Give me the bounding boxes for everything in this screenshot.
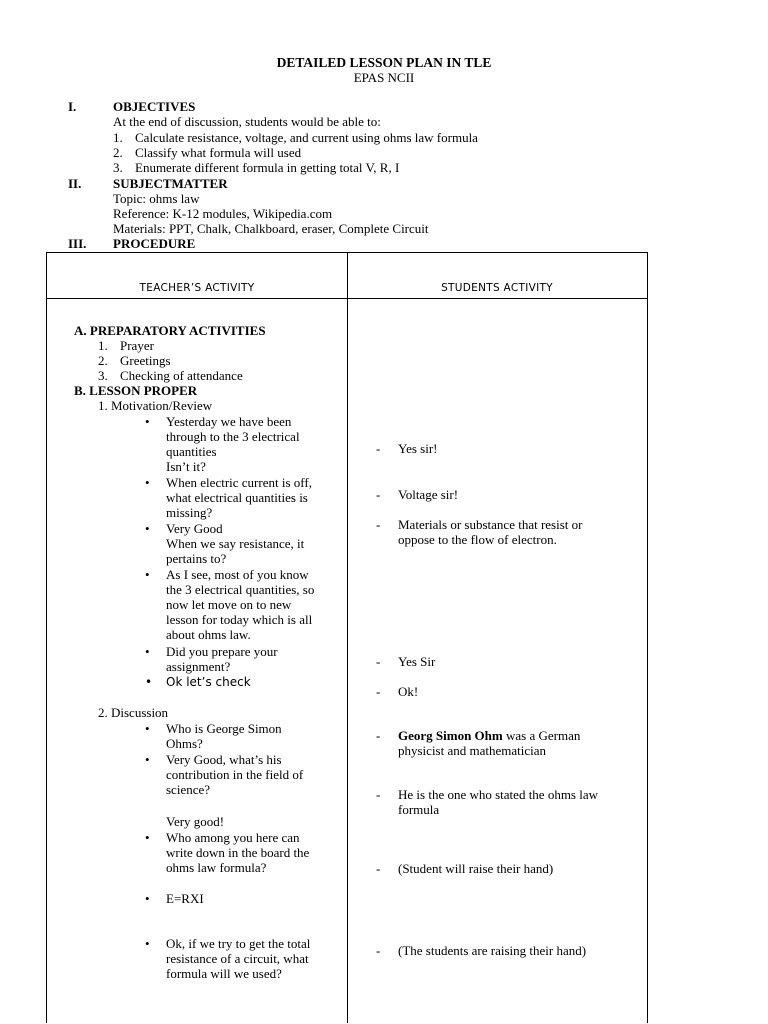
- bullet-item: • Very Good, what’s his: [166, 752, 282, 767]
- section-number: III.: [68, 236, 87, 251]
- text-line: about ohms law.: [166, 627, 251, 642]
- student-response: (The students are raising their hand): [398, 943, 587, 958]
- bullet-item: • Ok, if we try to get the total: [166, 936, 310, 951]
- prep-item: [98, 353, 171, 368]
- text-line: missing?: [166, 505, 213, 520]
- prep-item: [98, 368, 243, 383]
- dash-marker: -: [376, 487, 381, 502]
- bullet-item: • E=RXI: [166, 891, 204, 906]
- bullet-item: • When electric current is off,: [166, 475, 312, 490]
- ohm-description: was a German: [502, 728, 581, 743]
- item-text: Calculate resistance, voltage, and current using ohms law formula: [135, 130, 478, 145]
- text-line: Very good!: [166, 814, 225, 829]
- document-subtitle: EPAS NCII: [353, 70, 415, 85]
- objective-item: [113, 130, 478, 145]
- text-line: what electrical quantities is: [166, 490, 308, 505]
- document-title: DETAILED LESSON PLAN IN TLE: [276, 55, 492, 70]
- bullet-item: • Who among you here can: [166, 830, 300, 845]
- discussion-label: 2. Discussion: [98, 705, 169, 720]
- lesson-proper-heading: B. LESSON PROPER: [74, 383, 198, 398]
- objectives-intro: At the end of discussion, students would be able to:: [113, 114, 381, 129]
- text-line: through to the 3 electrical: [166, 429, 300, 444]
- section-procedure: [68, 236, 195, 251]
- student-response-cont: formula: [398, 802, 440, 817]
- dash-marker: -: [376, 441, 381, 456]
- bullet-item: • Ok let’s check: [166, 675, 251, 690]
- item-text: Classify what formula will used: [135, 145, 302, 160]
- preparatory-activities-heading: A. PREPARATORY ACTIVITIES: [74, 323, 266, 338]
- student-response: Yes Sir: [398, 654, 436, 669]
- item-number: 3.: [113, 160, 123, 175]
- dash-marker: -: [376, 943, 381, 958]
- header-divider: [47, 298, 647, 299]
- text-line: When we say resistance, it: [166, 536, 305, 551]
- text-line: the 3 electrical quantities, so: [166, 582, 315, 597]
- text-line: formula will we used?: [166, 966, 282, 981]
- student-response: Voltage sir!: [398, 487, 459, 502]
- section-objectives: [68, 99, 195, 114]
- student-response: Yes sir!: [398, 441, 438, 456]
- text-line: Isn’t it?: [166, 459, 206, 474]
- section-heading: SUBJECTMATTER: [113, 176, 228, 191]
- text-line: lesson for today which is all: [166, 612, 313, 627]
- item-number: 2.: [113, 145, 123, 160]
- student-response: (Student will raise their hand): [398, 861, 554, 876]
- text-line: science?: [166, 782, 211, 797]
- objective-item: [113, 145, 301, 160]
- text-line: resistance of a circuit, what: [166, 951, 309, 966]
- bullet-item: • Who is George Simon: [166, 721, 282, 736]
- section-number: I.: [68, 99, 77, 114]
- item-text: Prayer: [120, 338, 154, 353]
- student-response: Materials or substance that resist or: [398, 517, 583, 532]
- section-subject-matter: [68, 176, 228, 191]
- motivation-review-label: 1. Motivation/Review: [98, 398, 213, 413]
- item-number: 1.: [98, 338, 108, 353]
- bullet-item: • Did you prepare your: [166, 644, 278, 659]
- text-line: pertains to?: [166, 551, 227, 566]
- objective-item: [113, 160, 399, 175]
- subject-materials: Materials: PPT, Chalk, Chalkboard, eraser, Complete Circuit: [113, 221, 429, 236]
- bullet-item: • As I see, most of you know: [166, 567, 309, 582]
- subject-reference: Reference: K-12 modules, Wikipedia.com: [113, 206, 333, 221]
- dash-marker: -: [376, 861, 381, 876]
- student-response-cont: physicist and mathematician: [398, 743, 547, 758]
- teacher-activity-header: TEACHER’S ACTIVITY: [139, 282, 255, 294]
- column-divider: [347, 253, 348, 1023]
- item-number: 1.: [113, 130, 123, 145]
- prep-item: [98, 338, 154, 353]
- students-activity-header: STUDENTS ACTIVITY: [441, 282, 553, 294]
- text-line: ohms law formula?: [166, 860, 267, 875]
- ohm-name-bold: Georg Simon Ohm: [398, 728, 503, 743]
- item-text: Greetings: [120, 353, 171, 368]
- item-text: Enumerate different formula in getting total V, R, I: [135, 160, 400, 175]
- section-heading: OBJECTIVES: [113, 99, 196, 114]
- dash-marker: -: [376, 654, 381, 669]
- text-line: Ohms?: [166, 736, 203, 751]
- bullet-item: • Yesterday we have been: [166, 414, 291, 429]
- subject-topic: Topic: ohms law: [113, 191, 200, 206]
- dash-marker: -: [376, 684, 381, 699]
- text-line: now let move on to new: [166, 597, 292, 612]
- student-response: [398, 728, 580, 743]
- section-heading: PROCEDURE: [113, 236, 196, 251]
- dash-marker: -: [376, 728, 381, 743]
- dash-marker: -: [376, 517, 381, 532]
- student-response: He is the one who stated the ohms law: [398, 787, 599, 802]
- item-text: Checking of attendance: [120, 368, 243, 383]
- dash-marker: -: [376, 787, 381, 802]
- bullet-item: • Very Good: [166, 521, 223, 536]
- text-line: assignment?: [166, 659, 231, 674]
- item-number: 2.: [98, 353, 108, 368]
- text-line: quantities: [166, 444, 217, 459]
- text-line: contribution in the field of: [166, 767, 304, 782]
- section-number: II.: [68, 176, 82, 191]
- student-response-cont: oppose to the flow of electron.: [398, 532, 557, 547]
- student-response: Ok!: [398, 684, 419, 699]
- item-number: 3.: [98, 368, 108, 383]
- text-line: write down in the board the: [166, 845, 310, 860]
